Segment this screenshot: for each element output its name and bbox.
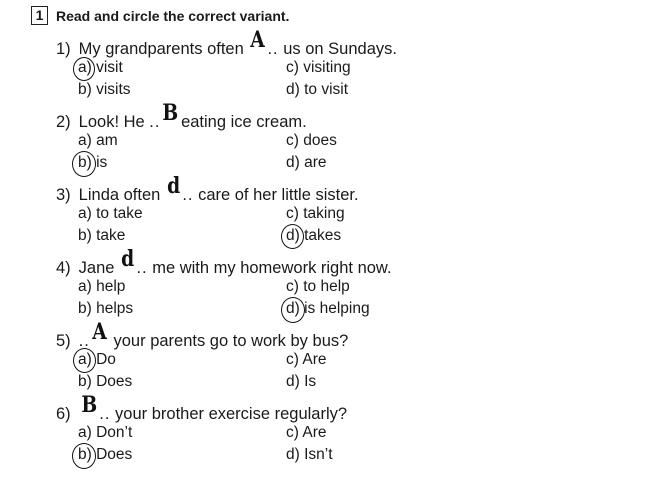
option-d[interactable]: d) to visit	[286, 81, 349, 98]
question-stem	[56, 100, 307, 132]
question-4	[0, 246, 650, 328]
stem-text-before: Look! He	[78, 113, 150, 131]
handwritten-answer: d	[121, 246, 135, 272]
answer-gap: ..	[267, 40, 279, 58]
option-d[interactable]: d) are	[286, 154, 327, 171]
question-5	[0, 319, 650, 401]
handwritten-answer: A	[92, 319, 107, 345]
answer-gap: ..	[182, 186, 194, 204]
stem-text-after: us on Sundays.	[278, 40, 397, 58]
option-b[interactable]: b) take	[78, 227, 126, 244]
answer-gap: ..	[99, 405, 111, 423]
option-b[interactable]: b) visits	[78, 81, 131, 98]
option-c[interactable]: c) Are	[286, 351, 327, 368]
option-a[interactable]: a) Don’t	[78, 424, 133, 441]
question-stem	[56, 27, 397, 59]
option-a[interactable]: a) visit	[78, 59, 123, 76]
option-d[interactable]: d) takes	[286, 227, 342, 244]
option-c[interactable]: c) taking	[286, 205, 345, 222]
question-number: 2)	[56, 113, 71, 131]
question-2	[0, 100, 650, 182]
handwritten-answer: d	[167, 173, 181, 199]
exercise-number-box: 1	[31, 6, 48, 25]
stem-text-before: Linda often	[78, 186, 165, 204]
option-b[interactable]: b) helps	[78, 300, 134, 317]
handwritten-answer: A	[250, 27, 266, 53]
stem-text-after: your brother exercise regularly?	[110, 405, 348, 423]
option-c[interactable]: c) Are	[286, 424, 327, 441]
question-stem	[56, 173, 359, 205]
option-c[interactable]: c) does	[286, 132, 337, 149]
stem-text-after: your parents go to work by bus?	[108, 332, 349, 350]
stem-text-after: care of her little sister.	[193, 186, 359, 204]
option-b[interactable]: b) Does	[78, 373, 133, 390]
stem-text-before: My grandparents often	[78, 40, 244, 58]
option-c[interactable]: c) to help	[286, 278, 350, 295]
stem-text-after: me with my homework right now.	[147, 259, 392, 277]
handwritten-answer: B	[162, 100, 179, 126]
question-1	[0, 27, 650, 109]
answer-gap: ..	[78, 332, 90, 350]
option-a[interactable]: a) to take	[78, 205, 143, 222]
option-b[interactable]: b) Does	[78, 446, 133, 463]
handwritten-answer: B	[81, 392, 97, 418]
question-number: 1)	[56, 40, 71, 58]
option-c[interactable]: c) visiting	[286, 59, 351, 76]
exercise-title: Read and circle the correct variant.	[56, 8, 290, 24]
question-number: 3)	[56, 186, 71, 204]
option-a[interactable]: a) Do	[78, 351, 116, 368]
question-6	[0, 392, 650, 474]
option-d[interactable]: d) Isn’t	[286, 446, 333, 463]
option-b[interactable]: b) is	[78, 154, 108, 171]
question-3	[0, 173, 650, 255]
question-number: 6)	[56, 405, 71, 423]
answer-gap: ..	[136, 259, 148, 277]
option-a[interactable]: a) help	[78, 278, 126, 295]
answer-gap: ..	[149, 113, 161, 131]
stem-text-after: eating ice cream.	[181, 113, 307, 131]
question-stem	[56, 246, 392, 278]
question-number: 4)	[56, 259, 71, 277]
question-stem	[56, 392, 348, 424]
question-number: 5)	[56, 332, 71, 350]
option-a[interactable]: a) am	[78, 132, 118, 149]
option-d[interactable]: d) is helping	[286, 300, 370, 317]
stem-text-before: Jane	[78, 259, 120, 277]
option-d[interactable]: d) Is	[286, 373, 317, 390]
question-stem	[56, 319, 349, 351]
